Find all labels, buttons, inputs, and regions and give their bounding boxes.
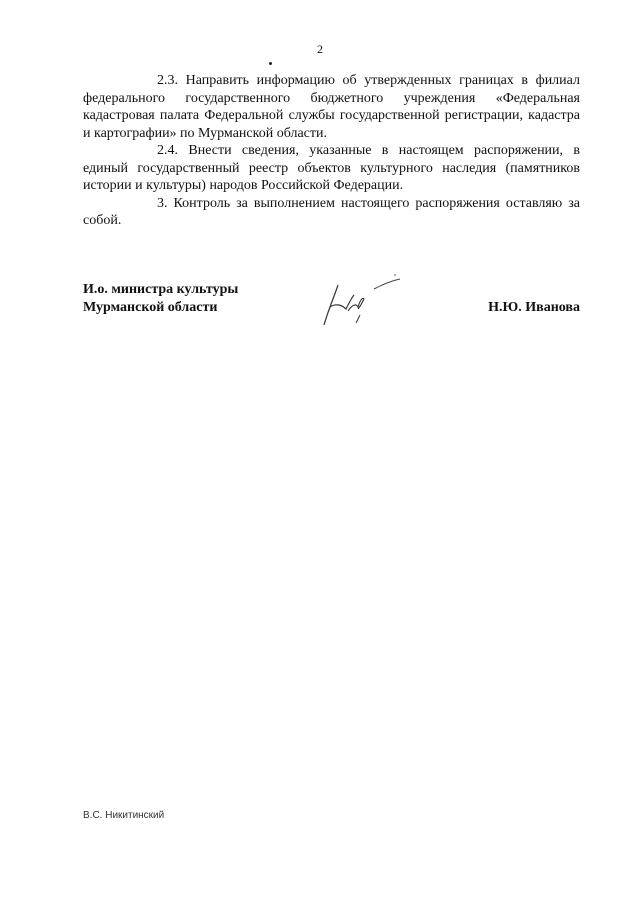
scan-artifact-dot (269, 62, 272, 65)
paragraph-number: 2.4. (157, 143, 178, 158)
executor-name: В.С. Никитинский (83, 810, 165, 821)
paragraph-text: Направить информацию об утвержденных границах в филиал федерального государственного бюджетного учреждения «Федеральная кадастровая палата Федеральной службы государственной регистрации, кадастра и картографии» по Мурманской области. (83, 73, 580, 141)
paragraph-number: 2.3. (157, 73, 178, 88)
document-body (83, 72, 580, 230)
paragraph-number: 3. (157, 195, 168, 211)
paragraph-3 (83, 195, 580, 230)
paragraph-2-3 (83, 72, 580, 142)
signatory-title-line2: Мурманской области (83, 299, 218, 315)
handwritten-signature-icon (316, 267, 426, 337)
paragraph-text: Внести сведения, указанные в настоящем распоряжении, в единый государственный реестр объектов культурного наследия (памятников истории и культуры) народов Российской Федерации. (83, 143, 581, 193)
paragraph-2-4 (83, 142, 580, 195)
signature-block (83, 281, 580, 341)
paragraph-text: Контроль за выполнением настоящего распоряжения оставляю за собой. (83, 195, 581, 228)
signatory-title-line1: И.о. министра культуры (83, 282, 239, 297)
signatory-name: Н.Ю. Иванова (488, 300, 580, 315)
page-number: 2 (317, 42, 323, 56)
signatory-title (83, 281, 238, 316)
